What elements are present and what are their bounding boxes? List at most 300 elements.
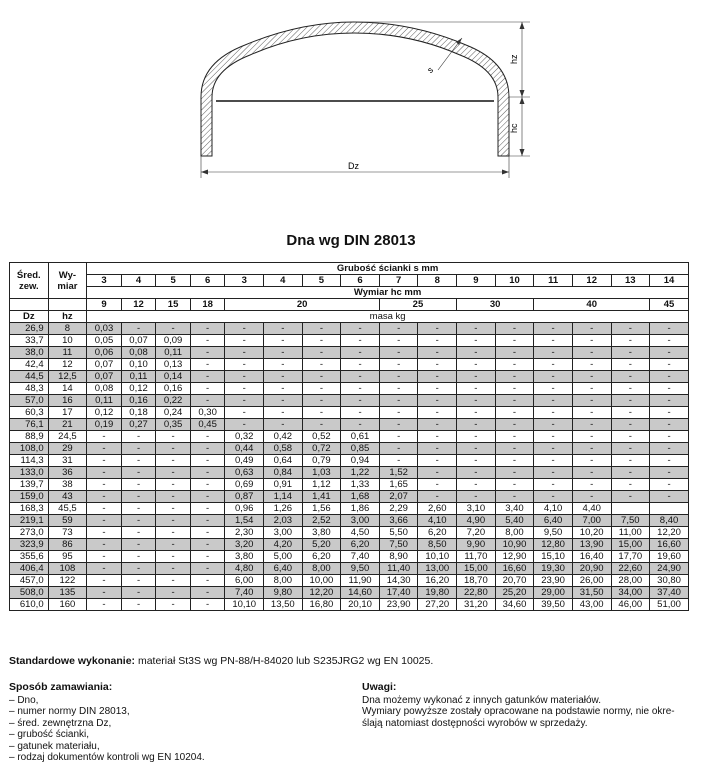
mass-cell: - — [457, 347, 496, 359]
mass-cell: - — [225, 347, 264, 359]
mass-cell: - — [572, 419, 611, 431]
mass-cell: - — [225, 323, 264, 335]
mass-cell: 25,20 — [495, 587, 534, 599]
mass-cell: - — [534, 407, 573, 419]
mass-cell: - — [121, 551, 156, 563]
mass-cell: 7,50 — [611, 515, 650, 527]
table-row — [10, 395, 689, 407]
mass-cell: - — [121, 563, 156, 575]
dz-cell: 139,7 — [10, 479, 49, 491]
mass-cell: 12,80 — [534, 539, 573, 551]
mass-cell: 14,60 — [341, 587, 380, 599]
hz-cell: 59 — [48, 515, 87, 527]
mass-cell: 1,41 — [302, 491, 341, 503]
mass-cell: 37,40 — [650, 587, 689, 599]
mass-cell: - — [650, 347, 689, 359]
mass-cell: 16,80 — [302, 599, 341, 611]
mass-cell: - — [87, 431, 122, 443]
mass-cell: 5,20 — [302, 539, 341, 551]
mass-cell: 31,50 — [572, 587, 611, 599]
mass-cell: - — [650, 467, 689, 479]
mass-cell: 2,03 — [264, 515, 303, 527]
mass-cell: 0,22 — [156, 395, 191, 407]
mass-cell: 11,00 — [611, 527, 650, 539]
mass-cell: 23,90 — [534, 575, 573, 587]
mass-cell: - — [418, 419, 457, 431]
mass-cell: 9,50 — [534, 527, 573, 539]
dz-cell: 42,4 — [10, 359, 49, 371]
mass-cell: 0,42 — [264, 431, 303, 443]
dz-label: Dz — [348, 161, 359, 171]
dz-cell: 133,0 — [10, 467, 49, 479]
hz-cell: 11 — [48, 347, 87, 359]
hz-cell: 21 — [48, 419, 87, 431]
s-label: s — [425, 64, 436, 76]
mass-cell: 46,00 — [611, 599, 650, 611]
mass-cell: 34,60 — [495, 599, 534, 611]
mass-cell: - — [379, 419, 418, 431]
mass-cell: 3,10 — [457, 503, 496, 515]
mass-cell: 13,00 — [418, 563, 457, 575]
mass-cell: - — [495, 479, 534, 491]
mass-cell: 0,96 — [225, 503, 264, 515]
mass-cell: - — [190, 467, 225, 479]
mass-cell: - — [264, 347, 303, 359]
mass-cell: - — [264, 371, 303, 383]
mass-cell: - — [534, 371, 573, 383]
header-masa: masa kg — [87, 311, 689, 323]
thickness-header: 3 — [87, 275, 122, 287]
mass-cell: 0,14 — [156, 371, 191, 383]
mass-cell: - — [495, 455, 534, 467]
mass-cell: 19,60 — [650, 551, 689, 563]
header-units-row — [10, 311, 689, 323]
mass-cell: - — [418, 347, 457, 359]
mass-cell: - — [611, 491, 650, 503]
mass-cell: - — [418, 371, 457, 383]
mass-cell: - — [190, 599, 225, 611]
mass-cell: - — [418, 491, 457, 503]
mass-cell: - — [457, 407, 496, 419]
mass-cell: 39,50 — [534, 599, 573, 611]
mass-cell: 11,40 — [379, 563, 418, 575]
header-sred: Śred. zew. — [10, 263, 49, 299]
hz-cell: 160 — [48, 599, 87, 611]
dz-cell: 44,5 — [10, 371, 49, 383]
standard-text: materiał St3S wg PN-88/H-84020 lub S235JRG2 wg EN 10025. — [135, 655, 434, 667]
mass-cell: 0,94 — [341, 455, 380, 467]
mass-cell: - — [341, 395, 380, 407]
table-row — [10, 419, 689, 431]
mass-cell: 10,00 — [302, 575, 341, 587]
hz-cell: 122 — [48, 575, 87, 587]
mass-cell: - — [572, 479, 611, 491]
mass-cell: - — [121, 575, 156, 587]
mass-cell: 4,40 — [572, 503, 611, 515]
mass-cell: - — [156, 467, 191, 479]
mass-cell: 1,14 — [264, 491, 303, 503]
mass-cell: - — [534, 395, 573, 407]
table-row — [10, 515, 689, 527]
mass-cell: 7,20 — [457, 527, 496, 539]
mass-cell: 0,08 — [87, 383, 122, 395]
mass-cell: 0,09 — [156, 335, 191, 347]
mass-cell: 3,80 — [225, 551, 264, 563]
mass-cell: - — [572, 347, 611, 359]
mass-cell: - — [495, 359, 534, 371]
mass-cell: 9,90 — [457, 539, 496, 551]
mass-cell: - — [572, 443, 611, 455]
mass-cell: - — [87, 551, 122, 563]
mass-cell: 4,10 — [418, 515, 457, 527]
mass-cell: - — [611, 467, 650, 479]
mass-cell: - — [379, 395, 418, 407]
header-blank — [48, 299, 87, 311]
dz-cell: 26,9 — [10, 323, 49, 335]
mass-cell: 0,12 — [121, 383, 156, 395]
mass-cell: 11,70 — [457, 551, 496, 563]
mass-cell: - — [650, 431, 689, 443]
mass-cell: - — [418, 467, 457, 479]
mass-cell: - — [495, 371, 534, 383]
mass-cell: - — [190, 575, 225, 587]
mass-cell: 26,00 — [572, 575, 611, 587]
mass-cell: - — [121, 527, 156, 539]
mass-cell: 19,80 — [418, 587, 457, 599]
mass-cell: - — [418, 479, 457, 491]
mass-cell: - — [264, 359, 303, 371]
mass-cell: 0,07 — [87, 359, 122, 371]
mass-cell: - — [156, 587, 191, 599]
hz-cell: 12,5 — [48, 371, 87, 383]
mass-cell: - — [190, 335, 225, 347]
mass-cell: 3,00 — [341, 515, 380, 527]
hc-group-header: 25 — [379, 299, 456, 311]
hc-group-header: 30 — [457, 299, 534, 311]
mass-cell: - — [495, 443, 534, 455]
mass-cell: 6,00 — [225, 575, 264, 587]
mass-cell: 0,91 — [264, 479, 303, 491]
mass-cell: - — [87, 515, 122, 527]
table-row — [10, 347, 689, 359]
mass-cell: 27,20 — [418, 599, 457, 611]
mass-cell: 8,90 — [379, 551, 418, 563]
mass-cell: - — [534, 431, 573, 443]
thickness-header: 9 — [457, 275, 496, 287]
table-row — [10, 359, 689, 371]
mass-cell: 2,30 — [225, 527, 264, 539]
mass-cell: 0,45 — [190, 419, 225, 431]
mass-cell: - — [457, 335, 496, 347]
thickness-header: 6 — [190, 275, 225, 287]
mass-cell: - — [457, 467, 496, 479]
mass-cell: 22,80 — [457, 587, 496, 599]
mass-cell: 5,50 — [379, 527, 418, 539]
mass-cell: - — [495, 491, 534, 503]
dz-cell: 76,1 — [10, 419, 49, 431]
mass-cell: 16,20 — [418, 575, 457, 587]
notes-line: Dna możemy wykonać z innych gatunków materiałów. — [362, 694, 601, 706]
mass-cell: - — [225, 419, 264, 431]
mass-cell: - — [572, 455, 611, 467]
mass-cell: - — [302, 347, 341, 359]
mass-cell: 0,13 — [156, 359, 191, 371]
mass-cell: - — [379, 335, 418, 347]
mass-cell: 31,20 — [457, 599, 496, 611]
header-hc-values-row — [10, 299, 689, 311]
mass-cell: - — [225, 335, 264, 347]
header-wymiar: Wy- miar — [48, 263, 87, 299]
mass-cell: 7,40 — [225, 587, 264, 599]
mass-cell: 0,07 — [87, 371, 122, 383]
mass-cell: - — [650, 407, 689, 419]
mass-cell: - — [379, 455, 418, 467]
mass-cell: - — [302, 395, 341, 407]
notes-section — [362, 682, 675, 729]
mass-cell: - — [495, 407, 534, 419]
mass-cell: - — [572, 467, 611, 479]
mass-cell: - — [650, 323, 689, 335]
dz-cell: 219,1 — [10, 515, 49, 527]
mass-cell: 12,20 — [650, 527, 689, 539]
mass-cell: - — [534, 455, 573, 467]
mass-cell: - — [650, 335, 689, 347]
table-row — [10, 383, 689, 395]
mass-cell: 1,26 — [264, 503, 303, 515]
mass-cell: 2,29 — [379, 503, 418, 515]
mass-cell: 0,49 — [225, 455, 264, 467]
hz-cell: 38 — [48, 479, 87, 491]
mass-cell: - — [611, 383, 650, 395]
mass-cell: - — [156, 323, 191, 335]
notes-heading: Uwagi: — [362, 681, 397, 693]
mass-cell: - — [190, 395, 225, 407]
mass-cell: - — [611, 407, 650, 419]
order-item: – numer normy DIN 28013, — [9, 706, 130, 717]
mass-cell: - — [341, 323, 380, 335]
mass-cell: 15,10 — [534, 551, 573, 563]
order-item: – śred. zewnętrzna Dz, — [9, 717, 112, 729]
dz-cell: 355,6 — [10, 551, 49, 563]
mass-cell: - — [650, 479, 689, 491]
mass-cell: - — [572, 383, 611, 395]
mass-cell: - — [379, 323, 418, 335]
mass-cell: - — [650, 371, 689, 383]
standard-note — [9, 655, 433, 667]
dz-cell: 57,0 — [10, 395, 49, 407]
dz-cell: 273,0 — [10, 527, 49, 539]
thickness-header: 5 — [156, 275, 191, 287]
order-item: – gatunek materiału, — [9, 740, 100, 752]
mass-cell: - — [121, 587, 156, 599]
mass-cell — [611, 503, 650, 515]
mass-cell: 4,90 — [457, 515, 496, 527]
mass-cell: 7,00 — [572, 515, 611, 527]
mass-cell: - — [650, 419, 689, 431]
table-row — [10, 455, 689, 467]
thickness-header: 4 — [121, 275, 156, 287]
mass-cell — [650, 503, 689, 515]
mass-cell: - — [264, 407, 303, 419]
mass-cell: 8,40 — [650, 515, 689, 527]
mass-cell: - — [379, 443, 418, 455]
thickness-header: 5 — [302, 275, 341, 287]
order-item: – Dno, — [9, 694, 39, 706]
mass-cell: 1,54 — [225, 515, 264, 527]
mass-cell: 18,70 — [457, 575, 496, 587]
hz-cell: 12 — [48, 359, 87, 371]
notes-line: ślają natomiast dostępności wyrobów w sprzedaży. — [362, 717, 588, 729]
mass-cell: 9,50 — [341, 563, 380, 575]
mass-cell: 0,64 — [264, 455, 303, 467]
mass-cell: - — [572, 407, 611, 419]
hz-cell: 73 — [48, 527, 87, 539]
mass-cell: - — [156, 551, 191, 563]
mass-cell: 0,05 — [87, 335, 122, 347]
mass-cell: - — [225, 407, 264, 419]
mass-cell: 13,90 — [572, 539, 611, 551]
thickness-header: 13 — [611, 275, 650, 287]
header-hc: Wymiar hc mm — [87, 287, 689, 299]
mass-cell: - — [190, 431, 225, 443]
mass-cell: 16,60 — [650, 539, 689, 551]
mass-cell: - — [457, 479, 496, 491]
mass-cell: - — [495, 467, 534, 479]
thickness-header: 8 — [418, 275, 457, 287]
mass-cell: - — [572, 431, 611, 443]
mass-cell: - — [379, 371, 418, 383]
mass-cell: - — [302, 407, 341, 419]
mass-cell: 20,10 — [341, 599, 380, 611]
hz-cell: 95 — [48, 551, 87, 563]
mass-cell: - — [121, 431, 156, 443]
mass-cell: - — [264, 395, 303, 407]
mass-cell: - — [190, 491, 225, 503]
mass-cell: 1,86 — [341, 503, 380, 515]
mass-cell: - — [379, 407, 418, 419]
mass-cell: 3,00 — [264, 527, 303, 539]
dz-cell: 48,3 — [10, 383, 49, 395]
mass-cell: 4,80 — [225, 563, 264, 575]
mass-cell: - — [190, 455, 225, 467]
hz-cell: 135 — [48, 587, 87, 599]
mass-cell: 6,20 — [341, 539, 380, 551]
dz-cell: 610,0 — [10, 599, 49, 611]
mass-cell: 4,50 — [341, 527, 380, 539]
mass-cell: - — [457, 443, 496, 455]
mass-cell: - — [87, 527, 122, 539]
mass-cell: - — [156, 431, 191, 443]
mass-cell: 17,40 — [379, 587, 418, 599]
table-row — [10, 431, 689, 443]
mass-cell: 23,90 — [379, 599, 418, 611]
mass-cell: - — [650, 395, 689, 407]
page-title: Dna wg DIN 28013 — [286, 232, 416, 249]
mass-cell: - — [379, 383, 418, 395]
mass-cell: 0,44 — [225, 443, 264, 455]
dz-cell: 508,0 — [10, 587, 49, 599]
mass-cell: 6,40 — [534, 515, 573, 527]
mass-cell: 14,30 — [379, 575, 418, 587]
mass-cell: - — [418, 431, 457, 443]
hc-label: hc — [509, 123, 519, 133]
mass-cell: - — [572, 371, 611, 383]
hz-cell: 16 — [48, 395, 87, 407]
mass-cell: - — [457, 371, 496, 383]
mass-cell: - — [611, 455, 650, 467]
mass-cell: 12,90 — [495, 551, 534, 563]
mass-cell: 0,61 — [341, 431, 380, 443]
thickness-header: 6 — [341, 275, 380, 287]
mass-cell: 28,00 — [611, 575, 650, 587]
mass-cell: 0,63 — [225, 467, 264, 479]
mass-cell: - — [190, 515, 225, 527]
order-list — [9, 695, 205, 764]
mass-cell: - — [495, 383, 534, 395]
mass-cell: - — [190, 443, 225, 455]
mass-cell: 1,65 — [379, 479, 418, 491]
mass-cell: - — [87, 443, 122, 455]
mass-cell: 7,40 — [341, 551, 380, 563]
mass-cell: 29,00 — [534, 587, 573, 599]
dz-cell: 88,9 — [10, 431, 49, 443]
mass-cell: - — [611, 347, 650, 359]
header-thickness-row — [10, 275, 689, 287]
mass-cell: - — [611, 443, 650, 455]
mass-cell: - — [341, 347, 380, 359]
mass-cell: - — [611, 419, 650, 431]
thickness-header: 3 — [225, 275, 264, 287]
mass-cell: - — [534, 359, 573, 371]
mass-cell: 20,90 — [572, 563, 611, 575]
mass-cell: - — [156, 479, 191, 491]
mass-cell: 0,11 — [87, 395, 122, 407]
mass-cell: - — [302, 383, 341, 395]
mass-cell: 0,07 — [121, 335, 156, 347]
hz-label: hz — [509, 54, 519, 64]
dz-cell: 159,0 — [10, 491, 49, 503]
mass-cell: 0,52 — [302, 431, 341, 443]
mass-cell: - — [121, 491, 156, 503]
mass-cell: - — [418, 395, 457, 407]
mass-cell: - — [611, 359, 650, 371]
mass-cell: 1,68 — [341, 491, 380, 503]
mass-cell: - — [457, 455, 496, 467]
header-blank — [10, 299, 49, 311]
table-row — [10, 491, 689, 503]
mass-cell: - — [87, 467, 122, 479]
mass-cell: 19,30 — [534, 563, 573, 575]
mass-cell: 20,70 — [495, 575, 534, 587]
thickness-header: 14 — [650, 275, 689, 287]
hz-cell: 8 — [48, 323, 87, 335]
mass-cell: - — [87, 563, 122, 575]
mass-cell: - — [156, 515, 191, 527]
hz-cell: 45,5 — [48, 503, 87, 515]
mass-cell: - — [341, 383, 380, 395]
mass-cell: 0,16 — [156, 383, 191, 395]
mass-cell: - — [190, 503, 225, 515]
mass-cell: 0,79 — [302, 455, 341, 467]
mass-cell: 0,69 — [225, 479, 264, 491]
mass-cell: 0,08 — [121, 347, 156, 359]
mass-cell: 10,20 — [572, 527, 611, 539]
mass-cell: 6,20 — [302, 551, 341, 563]
hz-cell: 31 — [48, 455, 87, 467]
mass-cell: - — [418, 323, 457, 335]
mass-cell: 0,27 — [121, 419, 156, 431]
hc-group-header: 45 — [650, 299, 689, 311]
